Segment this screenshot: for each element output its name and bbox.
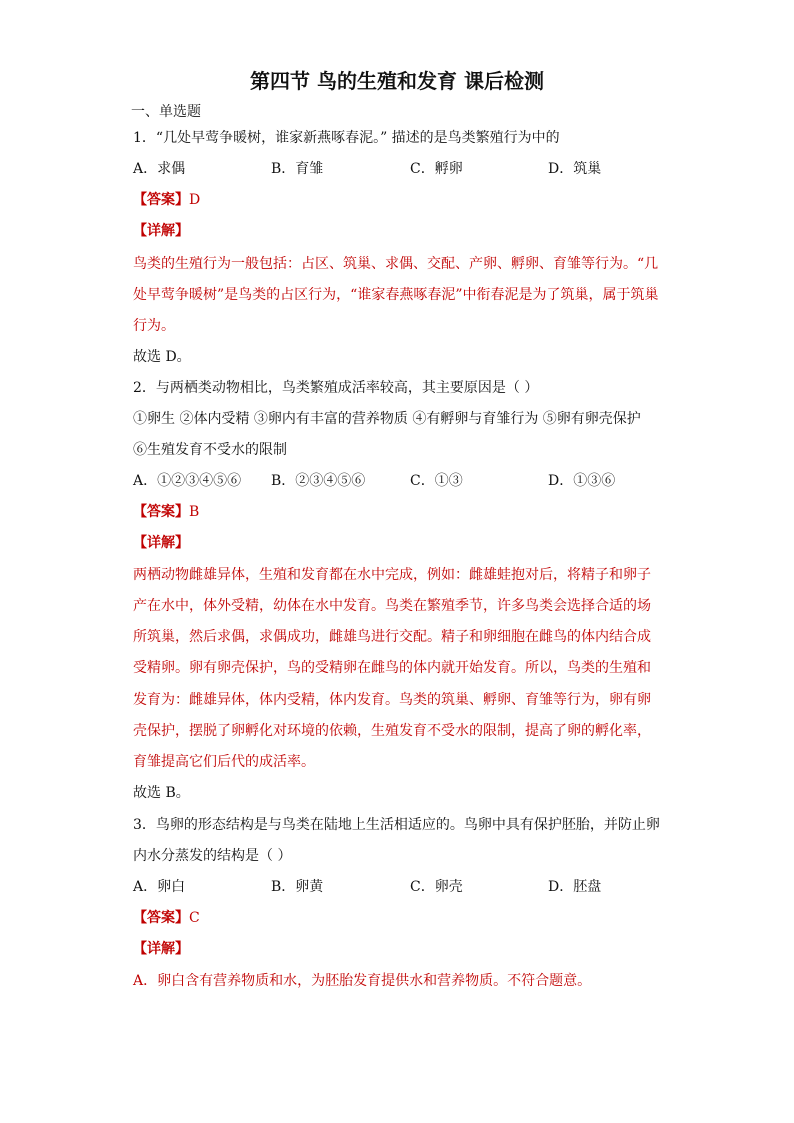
q3-answer [133,907,200,929]
q2-option-b: B．②③④⑤⑥ [271,473,366,489]
question-2-stem-line: ①卵生 ②体内受精 ③卵内有丰富的营养物质 ④有孵卵与育雏行为 ⑤卵有卵壳保护 [133,411,641,427]
q1-detail-line: 处早莺争暖树”是鸟类的占区行为，“谁家春燕啄春泥”中衔春泥是为了筑巢，属于筑巢 [133,287,659,303]
q2-detail-line: 产在水中，体外受精，幼体在水中发育。鸟类在繁殖季节，许多鸟类会选择合适的场 [133,598,651,614]
answer-label: 【答案】 [133,192,189,208]
answer-value: D [189,192,201,208]
q2-option-d: D．①③⑥ [548,473,616,489]
q2-detail-line: 所筑巢，然后求偶，求偶成功，雌雄鸟进行交配。精子和卵细胞在雌鸟的体内结合成 [133,629,651,645]
q3-detail-line: A．卵白含有营养物质和水，为胚胎发育提供水和营养物质。不符合题意。 [133,973,592,989]
question-2-stem-line: ⑥生殖发育不受水的限制 [133,442,287,458]
q2-option-c: C．①③ [410,473,463,489]
q3-option-d: D．胚盘 [548,879,602,895]
q1-option-b: B．育雏 [271,161,324,177]
q1-option-d: D．筑巢 [548,161,602,177]
q2-answer [133,501,199,523]
q1-answer [133,189,200,211]
answer-label: 【答案】 [133,504,189,520]
question-3-stem-line: 内水分蒸发的结构是（ ） [133,848,292,864]
q1-detail-line: 鸟类的生殖行为一般包括：占区、筑巢、求偶、交配、产卵、孵卵、育雏等行为。“几 [133,256,659,272]
q2-detail-label: 【详解】 [133,535,189,551]
question-3-stem: 3．鸟卵的形态结构是与鸟类在陆地上生活相适应的。鸟卵中具有保护胚胎，并防止卵 [133,817,660,833]
q1-option-a: A．求偶 [133,161,186,177]
page-title: 第四节 鸟的生殖和发育 课后检测 [250,69,544,93]
q3-option-b: B．卵黄 [271,879,324,895]
q2-detail-line: 发育为：雌雄异体，体内受精，体内发育。鸟类的筑巢、孵卵、育雏等行为，卵有卵 [133,692,651,708]
q2-detail-line: 育雏提高它们后代的成活率。 [133,754,315,770]
q3-option-a: A．卵白 [133,879,186,895]
q2-detail-line: 两栖动物雌雄异体，生殖和发育都在水中完成，例如：雌雄蛙抱对后，将精子和卵子 [133,567,651,583]
q3-option-c: C．卵壳 [410,879,463,895]
q2-conclusion: 故选 B。 [133,785,190,801]
answer-value: B [189,504,200,520]
section-heading: 一、单选题 [131,104,201,120]
question-2-stem: 2．与两栖类动物相比，鸟类繁殖成活率较高，其主要原因是（ ） [133,380,539,396]
answer-label: 【答案】 [133,910,189,926]
q1-detail-line: 行为。 [133,318,175,334]
q2-option-a: A．①②③④⑤⑥ [133,473,242,489]
q1-detail-label: 【详解】 [133,223,189,239]
answer-value: C [189,910,200,926]
q3-detail-label: 【详解】 [133,941,189,957]
q1-option-c: C．孵卵 [410,161,463,177]
q2-detail-line: 壳保护，摆脱了卵孵化对环境的依赖，生殖发育不受水的限制，提高了卵的孵化率， [133,723,651,739]
q1-conclusion: 故选 D。 [133,349,191,365]
question-1-stem: 1．“几处早莺争暖树，谁家新燕啄春泥。” 描述的是鸟类繁殖行为中的 [133,130,560,146]
q2-detail-line: 受精卵。卵有卵壳保护，鸟的受精卵在雌鸟的体内就开始发育。所以，鸟类的生殖和 [133,660,651,676]
